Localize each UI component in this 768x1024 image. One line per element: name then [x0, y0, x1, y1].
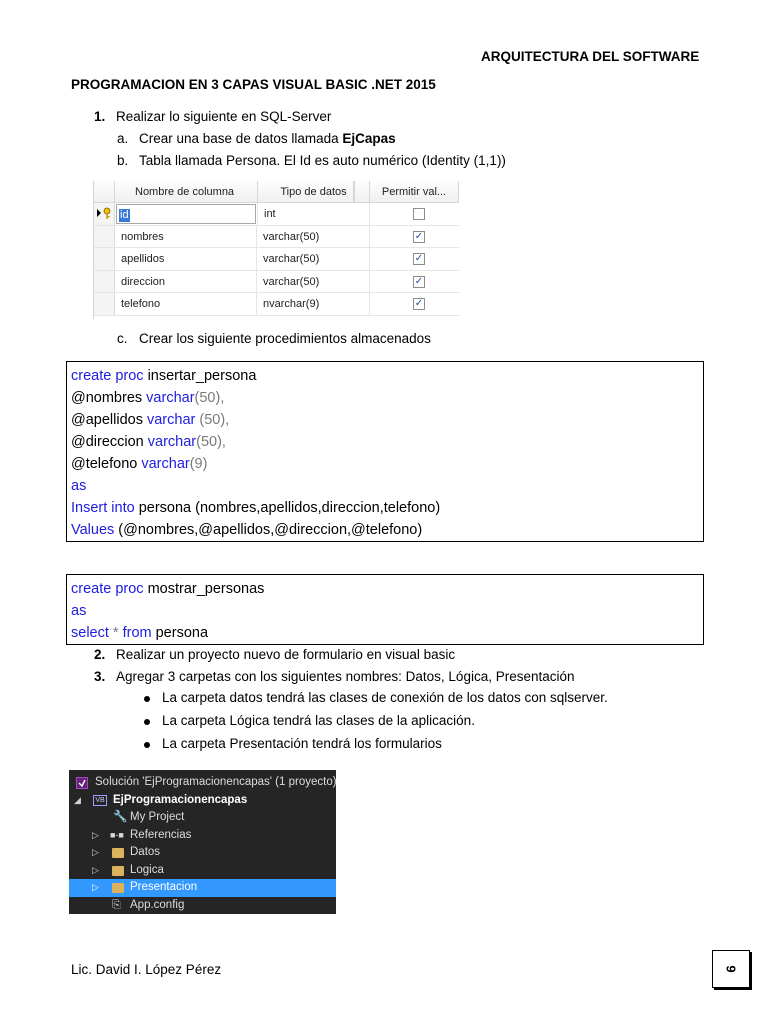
- folder-icon: [112, 883, 124, 893]
- row-selector[interactable]: [94, 248, 115, 270]
- code-line: Insert into persona (nombres,apellidos,direccion,telefono): [71, 500, 441, 516]
- code-block-mostrar-personas: [66, 574, 704, 645]
- code-line: as: [71, 478, 87, 494]
- config-file-icon: ⎘: [112, 898, 121, 911]
- step-c-text: Crear los siguiente procedimientos almacenados: [139, 331, 431, 346]
- allow-nulls-checkbox[interactable]: ✓: [414, 253, 424, 264]
- data-type-cell[interactable]: varchar(50): [257, 271, 370, 293]
- collapsed-arrow-icon: ▷: [92, 847, 99, 857]
- code-line: create proc mostrar_personas: [71, 581, 265, 597]
- code-line: @direccion varchar(50),: [71, 434, 226, 450]
- header-course-title: ARQUITECTURA DEL SOFTWARE: [481, 49, 700, 64]
- column-name-cell[interactable]: apellidos: [115, 248, 257, 270]
- table-designer: [93, 181, 458, 319]
- tree-item-datos[interactable]: ▷ Datos: [69, 844, 336, 862]
- step-a-text: Crear una base de datos llamada EjCapas: [139, 131, 396, 146]
- tree-item-referencias[interactable]: ▷ ■-■ Referencias: [69, 827, 336, 845]
- step-2-number: 2.: [94, 647, 106, 662]
- expanded-arrow-icon: ◢: [74, 794, 81, 805]
- table-row: [94, 293, 459, 316]
- bullet-dot: [144, 742, 150, 748]
- references-icon: ■-■: [110, 829, 124, 840]
- collapsed-arrow-icon: ▷: [92, 829, 99, 840]
- column-name-cell[interactable]: nombres: [115, 226, 257, 248]
- folder-icon: [112, 866, 124, 876]
- data-type-cell[interactable]: varchar(50): [257, 248, 370, 270]
- wrench-icon: 🔧: [113, 811, 128, 823]
- column-header-name: Nombre de columna: [115, 181, 354, 203]
- primary-key-icon: [94, 203, 114, 223]
- collapsed-arrow-icon: ▷: [92, 864, 99, 875]
- code-line: create proc insertar_persona: [71, 368, 257, 384]
- column-name-input[interactable]: [116, 204, 256, 224]
- row-selector[interactable]: [94, 271, 115, 293]
- solution-node[interactable]: Solución 'EjProgramacionencapas' (1 proyecto): [69, 774, 336, 792]
- row-selector[interactable]: [94, 226, 115, 248]
- table-row: [94, 271, 459, 294]
- allow-nulls-checkbox[interactable]: [413, 208, 425, 220]
- solution-icon: [76, 777, 88, 789]
- allow-nulls-checkbox[interactable]: ✓: [414, 275, 424, 287]
- step-2-text: Realizar un proyecto nuevo de formulario en visual basic: [116, 647, 456, 662]
- bullet-item: La carpeta Lógica tendrá las clases de la aplicación.: [162, 713, 475, 728]
- step-b-text: Tabla llamada Persona. El Id es auto numérico (Identity (1,1)): [139, 153, 506, 168]
- code-line: select * from persona: [71, 625, 209, 641]
- data-type-cell[interactable]: varchar(50): [257, 226, 370, 248]
- code-line: Values (@nombres,@apellidos,@direccion,@telefono): [71, 522, 423, 538]
- project-node[interactable]: ◢ VB EjProgramacionencapas: [69, 792, 336, 810]
- step-c-label: c.: [117, 331, 128, 346]
- step-a-label: a.: [117, 131, 129, 146]
- step-1-number: 1.: [94, 109, 106, 124]
- row-selector[interactable]: [94, 203, 115, 225]
- vb-project-icon: VB: [93, 795, 107, 806]
- code-line: as: [71, 603, 87, 619]
- code-line: @nombres varchar(50),: [71, 390, 225, 406]
- code-line: @apellidos varchar (50),: [71, 412, 230, 428]
- bullet-item: La carpeta Presentación tendrá los formularios: [162, 736, 442, 751]
- collapsed-arrow-icon: ▷: [92, 882, 99, 892]
- bullet-item: La carpeta datos tendrá las clases de conexión de los datos con sqlserver.: [162, 690, 608, 705]
- column-name-cell[interactable]: direccion: [115, 271, 257, 293]
- column-header-type: Tipo de datos: [257, 181, 370, 203]
- step-1-text: Realizar lo siguiente en SQL-Server: [116, 109, 332, 124]
- code-block-insertar-persona: [66, 361, 704, 542]
- page-number: 9: [712, 950, 750, 988]
- solution-explorer: [69, 770, 336, 914]
- bullet-dot: [144, 719, 150, 725]
- column-header-allow-nulls: Permitir val...: [370, 181, 459, 203]
- bullet-dot: [144, 696, 150, 702]
- data-type-cell[interactable]: int: [257, 203, 370, 225]
- table-row: [94, 226, 459, 249]
- footer-author: Lic. David I. López Pérez: [71, 962, 222, 977]
- tree-item-logica[interactable]: ▷ Logica: [69, 862, 336, 880]
- table-row: [94, 248, 459, 271]
- folder-icon: [112, 848, 124, 858]
- tree-item-my-project[interactable]: 🔧 My Project: [69, 809, 336, 827]
- code-line: @telefono varchar(9): [71, 456, 208, 472]
- step-3-number: 3.: [94, 669, 106, 684]
- tree-item-presentacion[interactable]: ▷ Presentacion: [69, 879, 336, 897]
- table-row: [94, 203, 459, 226]
- database-name: EjCapas: [342, 131, 396, 146]
- row-selector-header: [94, 181, 115, 203]
- step-b-label: b.: [117, 153, 129, 168]
- row-selector[interactable]: [94, 293, 115, 315]
- allow-nulls-checkbox[interactable]: ✓: [414, 230, 424, 242]
- data-type-cell[interactable]: nvarchar(9): [257, 293, 370, 315]
- tree-item-app-config[interactable]: ⎘ App.config: [69, 897, 336, 915]
- page-title: PROGRAMACION EN 3 CAPAS VISUAL BASIC .NET 2015: [71, 77, 436, 92]
- step-3-text: Agregar 3 carpetas con los siguientes nombres: Datos, Lógica, Presentación: [116, 669, 575, 684]
- column-name-value: id: [120, 209, 129, 221]
- allow-nulls-checkbox[interactable]: ✓: [414, 298, 424, 309]
- column-name-cell[interactable]: telefono: [115, 293, 257, 315]
